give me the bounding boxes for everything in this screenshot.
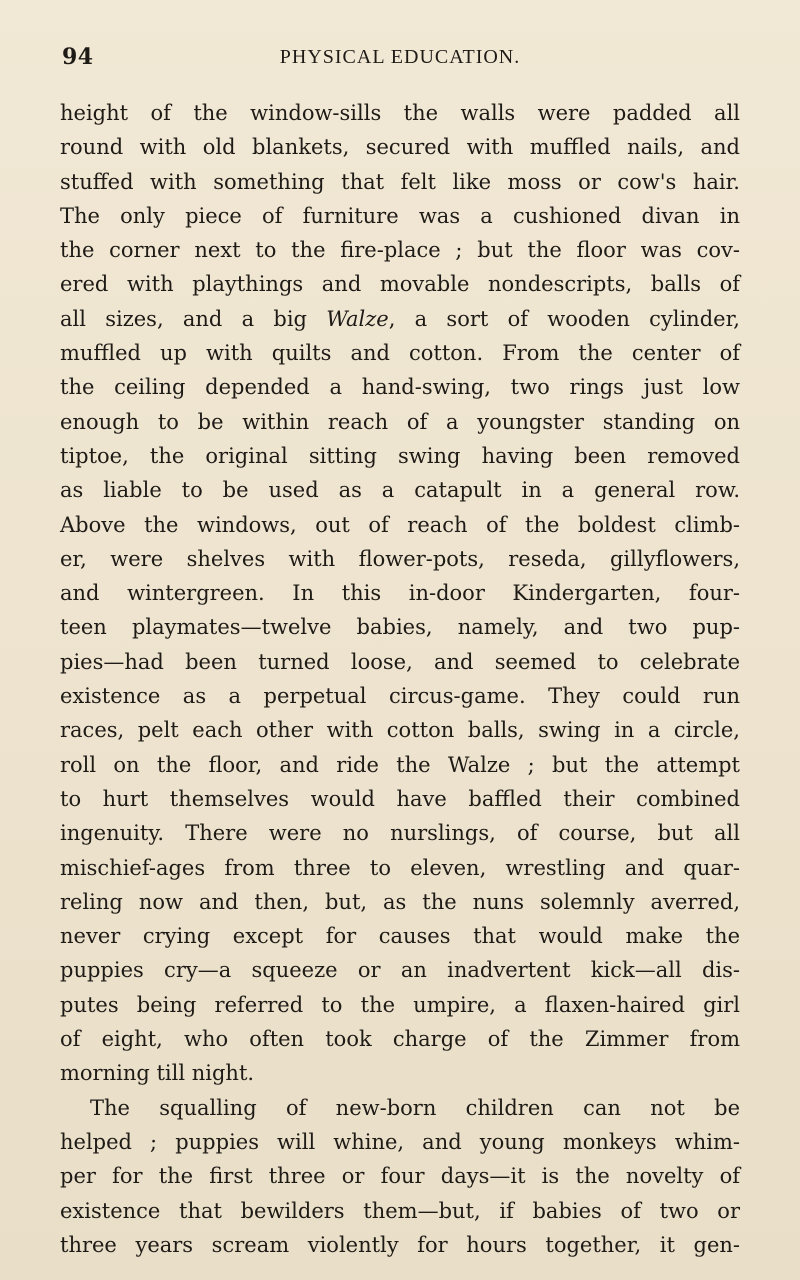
page-number: 94	[62, 44, 94, 70]
text-line: tiptoe, the original sitting swing having been removed	[60, 443, 740, 468]
text-line: enough to be within reach of a youngster standing on	[60, 409, 740, 434]
text-line: putes being referred to the umpire, a flaxen-haired girl	[60, 992, 740, 1017]
text-line: existence as a perpetual circus-game. They could run	[60, 684, 740, 709]
text-line: The only piece of furniture was a cushioned divan in	[60, 203, 740, 228]
text-line: helped ; puppies will whine, and young monkeys whim-	[60, 1129, 740, 1154]
text-line: roll on the floor, and ride the Walze ; but the attempt	[60, 752, 740, 777]
text-line: of eight, who often took charge of the Zimmer from	[60, 1027, 740, 1052]
text-line: all sizes, and a big Walze, a sort of wooden cylinder,	[60, 306, 740, 331]
text-line: ingenuity. There were no nurslings, of course, but all	[60, 821, 740, 846]
text-line: stuffed with something that felt like moss or cow's hair.	[60, 169, 740, 194]
text-line: the ceiling depended a hand-swing, two rings just low	[60, 375, 740, 400]
text-line: reling now and then, but, as the nuns solemnly averred,	[60, 889, 740, 914]
running-title: PHYSICAL EDUCATION.	[279, 46, 521, 68]
text-line: three years scream violently for hours together, it gen-	[60, 1232, 740, 1257]
text-line: er, were shelves with flower-pots, reseda, gillyflowers,	[60, 546, 740, 571]
text-line: height of the window-sills the walls were padded all	[60, 101, 740, 125]
text-line: the corner next to the fire-place ; but the floor was cov-	[60, 238, 740, 263]
text-line: as liable to be used as a catapult in a general row.	[60, 478, 740, 503]
italic-word: Walze	[326, 306, 389, 331]
text-line: existence that bewilders them—but, if babies of two or	[60, 1198, 740, 1223]
text-line: round with old blankets, secured with muffled nails, and	[60, 135, 740, 160]
text-line: per for the first three or four days—it is the novelty of	[60, 1164, 740, 1189]
text-line: puppies cry—a squeeze or an inadvertent kick—all dis-	[60, 958, 740, 983]
text-line: ered with playthings and movable nondescripts, balls of	[60, 272, 740, 297]
text-line: pies—had been turned loose, and seemed to celebrate	[60, 649, 740, 674]
running-head	[62, 44, 738, 74]
text-line: morning till night.	[60, 1061, 255, 1086]
text-line: never crying except for causes that would make the	[60, 924, 740, 949]
text-line: The squalling of new-born children can not be	[90, 1095, 740, 1120]
text-line: teen playmates—twelve babies, namely, and two pup-	[60, 615, 740, 640]
text-line: to hurt themselves would have baffled their combined	[60, 786, 740, 811]
text-line: Above the windows, out of reach of the boldest climb-	[60, 512, 740, 537]
text-line: muffled up with quilts and cotton. From the center of	[60, 341, 740, 366]
text-line: mischief-ages from three to eleven, wrestling and quar-	[60, 855, 740, 880]
text-line: races, pelt each other with cotton balls, swing in a circle,	[60, 718, 740, 743]
text-line: and wintergreen. In this in-door Kindergarten, four-	[60, 581, 740, 606]
body-text	[60, 96, 740, 1262]
